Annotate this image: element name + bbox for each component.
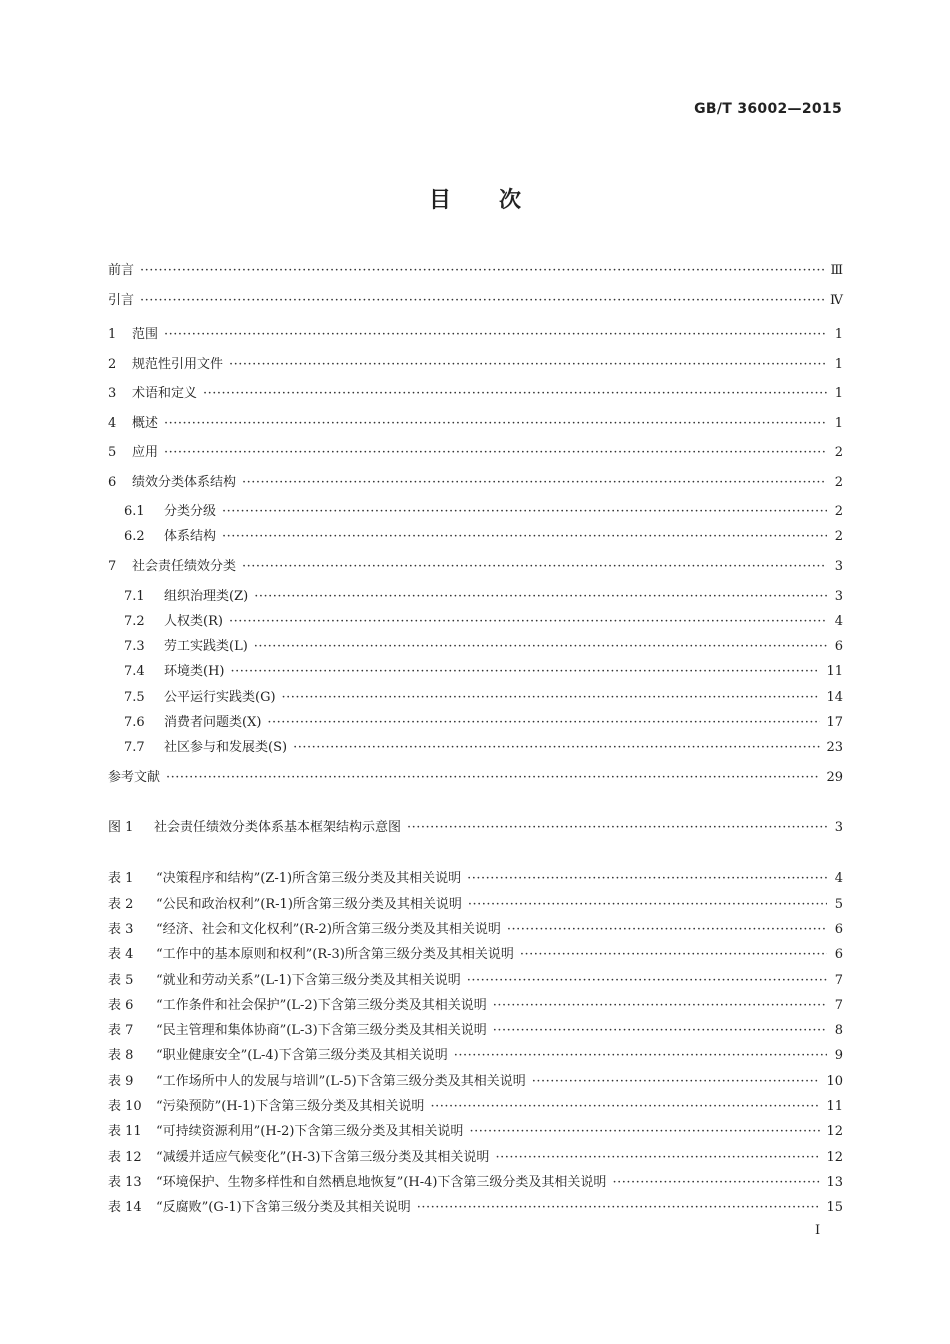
toc-entry-page: 3 — [834, 589, 843, 604]
toc-entry-label: “工作中的基本原则和权利”(R-3)所含第三级分类及其相关说明 — [156, 947, 514, 962]
dot-leader — [417, 1197, 821, 1219]
toc-entry-page: 6 — [834, 639, 843, 654]
toc-entry-label: 概述 — [132, 416, 159, 431]
toc-entry-page: 3 — [834, 820, 843, 835]
toc-entry[interactable] — [108, 712, 843, 734]
toc-entry[interactable] — [108, 817, 843, 839]
toc-entry[interactable] — [108, 413, 843, 435]
toc-entry[interactable] — [108, 919, 843, 941]
dot-leader — [467, 868, 827, 890]
toc-entry-label: 应用 — [132, 445, 159, 460]
dot-leader — [454, 1045, 827, 1067]
toc-entry-number: 6 — [108, 475, 117, 490]
dot-leader — [164, 413, 827, 435]
toc-entry-page: 1 — [834, 327, 843, 342]
toc-entry-label: 绩效分类体系结构 — [132, 475, 237, 490]
page-number: I — [815, 1223, 821, 1238]
toc-entry[interactable] — [108, 611, 843, 633]
toc-entry[interactable] — [108, 1045, 843, 1067]
toc-entry[interactable] — [108, 556, 843, 578]
toc-entry[interactable] — [108, 767, 843, 789]
toc-entry-page: 8 — [834, 1023, 843, 1038]
dot-leader — [407, 817, 827, 839]
toc-entry[interactable] — [108, 324, 843, 346]
dot-leader — [222, 501, 827, 523]
toc-entry-number: 7.6 — [124, 715, 145, 730]
toc-entry-number: 2 — [108, 357, 117, 372]
toc-entry[interactable] — [108, 501, 843, 523]
dot-leader — [229, 611, 827, 633]
toc-entry-page: 5 — [834, 897, 843, 912]
toc-entry-number: 7.2 — [124, 614, 145, 629]
toc-entry-number: 7 — [108, 559, 117, 574]
toc-entry[interactable] — [108, 687, 843, 709]
toc-entry-page: 6 — [834, 947, 843, 962]
toc-entry[interactable] — [108, 290, 843, 312]
toc-entry-page: 23 — [826, 740, 843, 755]
dot-leader — [532, 1071, 821, 1093]
toc-entry-label: “经济、社会和文化权利”(R-2)所含第三级分类及其相关说明 — [156, 922, 501, 937]
dot-leader — [430, 1096, 820, 1118]
toc-entry[interactable] — [108, 1071, 843, 1093]
dot-leader — [520, 944, 827, 966]
toc-entry[interactable] — [108, 661, 843, 683]
toc-entry-number: 图 1 — [108, 820, 134, 835]
dot-leader — [230, 661, 820, 683]
toc-entry-label: “可持续资源利用”(H-2)下含第三级分类及其相关说明 — [156, 1124, 464, 1139]
toc-entry-page: 29 — [826, 770, 843, 785]
dot-leader — [140, 290, 824, 312]
toc-entry-label: 社会责任绩效分类 — [132, 559, 237, 574]
toc-entry-number: 表 4 — [108, 947, 134, 962]
toc-entry-number: 1 — [108, 327, 117, 342]
toc-entry[interactable] — [108, 636, 843, 658]
toc-entry-label: 分类分级 — [164, 504, 217, 519]
toc-entry-page: 2 — [834, 529, 843, 544]
toc-entry-label: 引言 — [108, 293, 135, 308]
toc-entry[interactable] — [108, 586, 843, 608]
toc-entry[interactable] — [108, 1197, 843, 1219]
dot-leader — [467, 970, 827, 992]
dot-leader — [493, 1020, 827, 1042]
toc-entry-page: 10 — [826, 1074, 843, 1089]
toc-entry-label: 范围 — [132, 327, 159, 342]
toc-entry-page: 1 — [834, 416, 843, 431]
dot-leader — [222, 526, 827, 548]
toc-entry-page: Ⅲ — [830, 263, 843, 278]
toc-entry-page: 4 — [834, 614, 843, 629]
dot-leader — [242, 472, 827, 494]
toc-entry-page: 1 — [834, 357, 843, 372]
toc-entry-number: 表 2 — [108, 897, 134, 912]
toc-entry-label: 社区参与和发展类(S) — [164, 740, 288, 755]
toc-entry-page: 11 — [826, 1099, 843, 1114]
toc-entry-label: 前言 — [108, 263, 135, 278]
toc-entry-number: 7.3 — [124, 639, 145, 654]
toc-entry-page: 3 — [834, 559, 843, 574]
toc-entry[interactable] — [108, 944, 843, 966]
toc-entry-number: 表 8 — [108, 1048, 134, 1063]
dot-leader — [254, 586, 827, 608]
toc-entry-page: 4 — [834, 871, 843, 886]
toc-entry[interactable] — [108, 1147, 843, 1169]
toc-entry-label: 社会责任绩效分类体系基本框架结构示意图 — [154, 820, 402, 835]
toc-entry-number: 7.7 — [124, 740, 145, 755]
dot-leader — [164, 324, 827, 346]
toc-entry-page: 11 — [826, 664, 843, 679]
toc-entry[interactable] — [108, 526, 843, 548]
toc-entry-label: “就业和劳动关系”(L-1)下含第三级分类及其相关说明 — [156, 973, 461, 988]
toc-entry-number: 表 9 — [108, 1074, 134, 1089]
dot-leader — [507, 919, 827, 941]
toc-entry-label: “工作条件和社会保护”(L-2)下含第三级分类及其相关说明 — [156, 998, 487, 1013]
dot-leader — [254, 636, 827, 658]
dot-leader — [495, 1147, 820, 1169]
toc-entry-number: 6.1 — [124, 504, 145, 519]
dot-leader — [203, 383, 827, 405]
toc-entry[interactable] — [108, 868, 843, 890]
toc-entry[interactable] — [108, 894, 843, 916]
toc-entry-number: 6.2 — [124, 529, 145, 544]
page-title-right: 次 — [499, 188, 522, 213]
toc-entry[interactable] — [108, 472, 843, 494]
dot-leader — [242, 556, 827, 578]
toc-entry-number: 表 10 — [108, 1099, 142, 1114]
page-title — [0, 183, 950, 214]
dot-leader — [140, 260, 824, 282]
dot-leader — [493, 995, 827, 1017]
toc-entry-label: “公民和政治权利”(R-1)所含第三级分类及其相关说明 — [156, 897, 462, 912]
toc-entry[interactable] — [108, 1172, 843, 1194]
dot-leader — [164, 442, 827, 464]
toc-entry-page: 7 — [834, 998, 843, 1013]
dot-leader — [166, 767, 820, 789]
toc-entry-label: “污染预防”(H-1)下含第三级分类及其相关说明 — [156, 1099, 425, 1114]
toc-entry-number: 表 13 — [108, 1175, 142, 1190]
toc-entry[interactable] — [108, 1096, 843, 1118]
dot-leader — [293, 737, 820, 759]
toc-entry-label: “决策程序和结构”(Z-1)所含第三级分类及其相关说明 — [156, 871, 462, 886]
toc-entry-number: 表 14 — [108, 1200, 142, 1215]
toc-entry-page: 13 — [826, 1175, 843, 1190]
toc-entry-number: 5 — [108, 445, 117, 460]
toc-entry[interactable] — [108, 1121, 843, 1143]
toc-entry-label: 体系结构 — [164, 529, 217, 544]
toc-entry-number: 3 — [108, 386, 117, 401]
toc-entry-number: 表 11 — [108, 1124, 142, 1139]
dot-leader — [469, 1121, 820, 1143]
dot-leader — [229, 354, 827, 376]
toc-entry-page: 12 — [826, 1150, 843, 1165]
toc-entry-number: 7.4 — [124, 664, 145, 679]
toc-entry-label: 劳工实践类(L) — [164, 639, 248, 654]
toc-entry-label: 组织治理类(Z) — [164, 589, 249, 604]
toc-entry-page: 12 — [826, 1124, 843, 1139]
toc-entry-number: 表 7 — [108, 1023, 134, 1038]
toc-entry-label: 消费者问题类(X) — [164, 715, 262, 730]
toc-entry-label: “工作场所中人的发展与培训”(L-5)下含第三级分类及其相关说明 — [156, 1074, 526, 1089]
toc-entry-label: “环境保护、生物多样性和自然栖息地恢复”(H-4)下含第三级分类及其相关说明 — [156, 1175, 607, 1190]
toc-entry-number: 表 6 — [108, 998, 134, 1013]
toc-entry[interactable] — [108, 995, 843, 1017]
toc-entry-page: 2 — [834, 445, 843, 460]
toc-entry-label: “民主管理和集体协商”(L-3)下含第三级分类及其相关说明 — [156, 1023, 487, 1038]
dot-leader — [282, 687, 821, 709]
toc-entry[interactable] — [108, 1020, 843, 1042]
toc-entry-label: 术语和定义 — [132, 386, 198, 401]
toc-entry-page: 2 — [834, 504, 843, 519]
toc-entry-page: 6 — [834, 922, 843, 937]
dot-leader — [468, 894, 827, 916]
toc-entry[interactable] — [108, 442, 843, 464]
toc-entry-page: 7 — [834, 973, 843, 988]
toc-entry-label: 人权类(R) — [164, 614, 223, 629]
dot-leader — [267, 712, 820, 734]
toc-entry-number: 表 12 — [108, 1150, 142, 1165]
toc-entry-page: 9 — [834, 1048, 843, 1063]
toc-entry-number: 表 3 — [108, 922, 134, 937]
page-title-left: 目 — [428, 188, 451, 213]
toc-entry-number: 表 1 — [108, 871, 134, 886]
toc-entry-label: 参考文献 — [108, 770, 161, 785]
toc-entry-label: 公平运行实践类(G) — [164, 690, 276, 705]
toc-entry-page: Ⅳ — [830, 293, 843, 308]
toc-entry-page: 15 — [826, 1200, 843, 1215]
toc-entry[interactable] — [108, 354, 843, 376]
toc-entry[interactable] — [108, 383, 843, 405]
standard-code: GB/T 36002—2015 — [694, 101, 842, 117]
toc-entry-page: 1 — [834, 386, 843, 401]
toc-entry-label: “反腐败”(G-1)下含第三级分类及其相关说明 — [156, 1200, 411, 1215]
toc-entry-number: 4 — [108, 416, 117, 431]
toc-entry-number: 7.5 — [124, 690, 145, 705]
toc-entry[interactable] — [108, 737, 843, 759]
toc-entry-number: 表 5 — [108, 973, 134, 988]
toc-entry-page: 14 — [826, 690, 843, 705]
toc-entry-label: 环境类(H) — [164, 664, 225, 679]
toc-entry-label: “职业健康安全”(L-4)下含第三级分类及其相关说明 — [156, 1048, 448, 1063]
toc-entry-page: 17 — [826, 715, 843, 730]
toc-entry-page: 2 — [834, 475, 843, 490]
toc-entry-number: 7.1 — [124, 589, 145, 604]
toc-entry[interactable] — [108, 970, 843, 992]
toc-entry-label: “减缓并适应气候变化”(H-3)下含第三级分类及其相关说明 — [156, 1150, 490, 1165]
dot-leader — [612, 1172, 820, 1194]
toc-entry-label: 规范性引用文件 — [132, 357, 224, 372]
toc-entry[interactable] — [108, 260, 843, 282]
